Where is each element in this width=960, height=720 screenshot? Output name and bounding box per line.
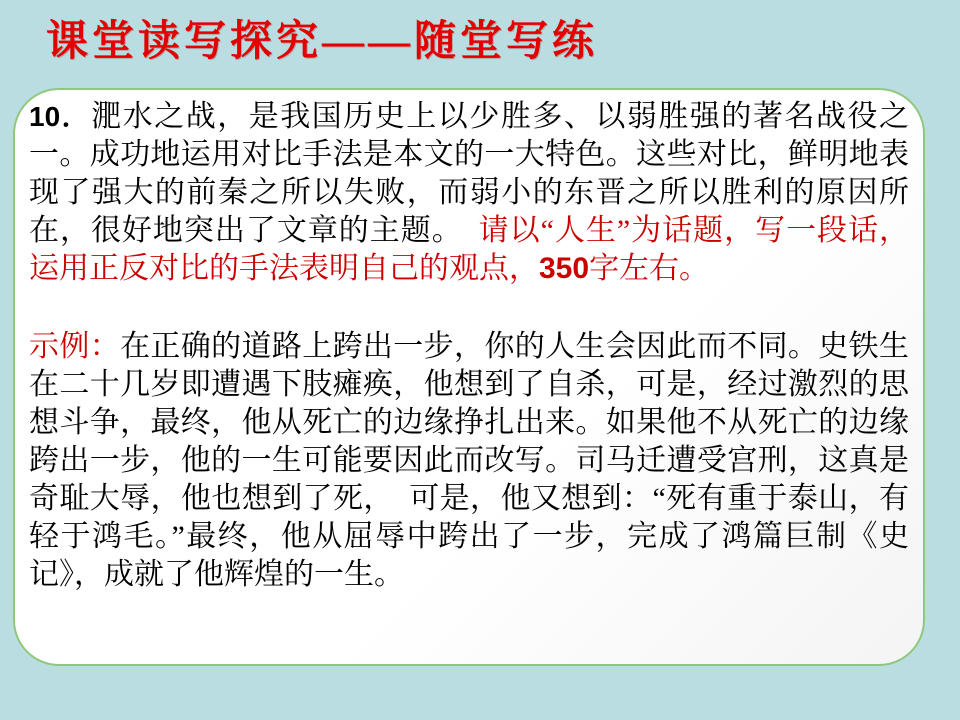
example-text: 在正确的道路上跨出一步，你的人生会因此而不同。史铁生在二十几岁即遭遇下肢瘫痪，他想到了自杀，可是，经过激烈的思想斗争，最终，他从死亡的边缘挣扎出来。如果他不从死亡的边缘跨出一步，他的一生可能要因此而改写。司马迁遭受宫刑，这真是奇耻大辱，他也想到了死， 可是，他又想到：“死有重于泰山，有轻于鸿毛。”最终，他从屈辱中跨出了一步，完成了鸿篇巨制《史记》，成就了他辉煌的一生。 <box>29 330 910 591</box>
content-box <box>13 88 925 666</box>
word-count-number: 350 <box>539 252 590 285</box>
question-text: 淝水之战，是我国历史上以少胜多、以弱胜强的著名战役之一。成功地运用对比手法是本文的一大特色。这些对比，鲜明地表现了强大的前秦之所以失败，而弱小的东晋之所以胜利的原因所在，很好地突出了文章的主题。 <box>29 100 909 247</box>
example-paragraph <box>29 328 909 594</box>
question-paragraph <box>29 98 909 288</box>
word-count-suffix: 字左右。 <box>589 252 710 285</box>
prompt-text: 请以“人生”为话题，写一段话，运用正反对比的手法表明自己的观点， <box>29 214 910 285</box>
slide-title: 课堂读写探究——随堂写练 <box>46 19 599 65</box>
example-label: 示例： <box>29 330 121 363</box>
question-number: 10． <box>29 101 92 132</box>
